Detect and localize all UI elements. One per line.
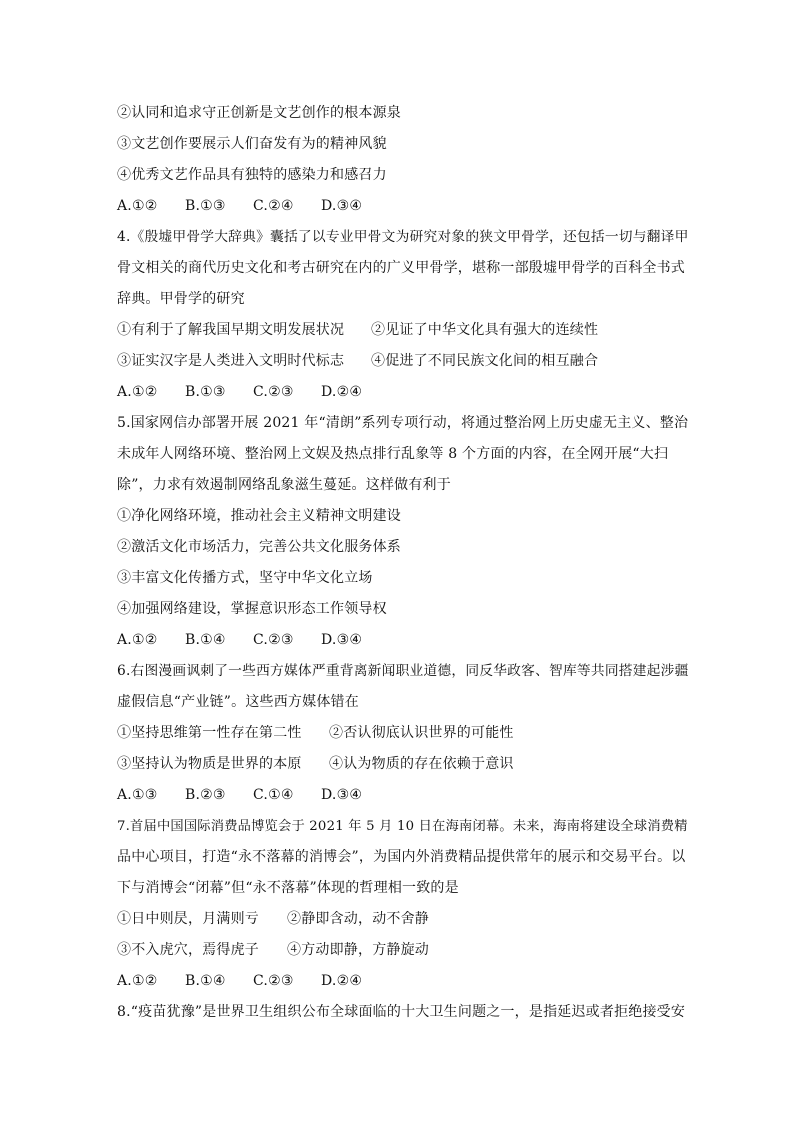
q3-item-3: ③文艺创作要展示人们奋发有为的精神风貌 bbox=[117, 136, 387, 152]
q6-item-4: ④认为物质的存在依赖于意识 bbox=[329, 756, 514, 772]
q5-stem-line-1: 5.国家网信办部署开展 2021 年“清朗”系列专项行动，将通过整治网上历史虚无主义、整治 bbox=[117, 415, 689, 431]
q8-stem-line-1: 8.“疫苗犹豫”是世界卫生组织公布全球面临的十大卫生问题之一，是指延迟或者拒绝接受安 bbox=[117, 1004, 686, 1020]
q6-item-2: ②否认彻底认识世界的可能性 bbox=[329, 725, 514, 741]
question-7 bbox=[117, 811, 689, 997]
q4-option-d: D.②④ bbox=[321, 384, 363, 400]
q6-item-3: ③坚持认为物质是世界的本原 bbox=[117, 756, 302, 772]
q4-option-a: A.①② bbox=[117, 384, 158, 400]
q3-option-c: C.②④ bbox=[253, 198, 294, 214]
q6-item-1: ①坚持思维第一性存在第二性 bbox=[117, 725, 302, 741]
q7-item-3: ③不入虎穴，焉得虎子 bbox=[117, 942, 259, 958]
q6-option-b: B.②③ bbox=[185, 787, 226, 803]
q3-option-a: A.①② bbox=[117, 198, 158, 214]
q6-stem-line-2: 虚假信息“产业链”。这些西方媒体错在 bbox=[117, 694, 359, 710]
q6-option-a: A.①③ bbox=[117, 787, 158, 803]
q6-stem-line-1: 6.右图漫画讽刺了一些西方媒体严重背离新闻职业道德，同反华政客、智库等共同搭建起涉疆 bbox=[117, 663, 689, 679]
q3-item-4: ④优秀文艺作品具有独特的感染力和感召力 bbox=[117, 167, 387, 183]
q7-item-1: ①日中则昃，月满则亏 bbox=[117, 911, 259, 927]
q7-items-row-1 bbox=[117, 904, 689, 935]
question-6 bbox=[117, 656, 689, 811]
q7-item-4: ④方动即静，方静旋动 bbox=[287, 942, 429, 958]
q7-option-b: B.①④ bbox=[185, 973, 226, 989]
question-5 bbox=[117, 408, 689, 656]
question-3 bbox=[117, 98, 689, 222]
q3-option-d: D.③④ bbox=[321, 198, 363, 214]
q5-option-c: C.②③ bbox=[253, 632, 294, 648]
q5-options bbox=[117, 625, 689, 656]
q7-option-a: A.①② bbox=[117, 973, 158, 989]
q4-stem-line-3: 辞典。甲骨学的研究 bbox=[117, 291, 245, 307]
q4-stem-line-2: 骨文相关的商代历史文化和考古研究在内的广义甲骨学，堪称一部殷墟甲骨学的百科全书式 bbox=[117, 260, 685, 276]
q5-item-4: ④加强网络建设，掌握意识形态工作领导权 bbox=[117, 601, 387, 617]
q3-item-2: ②认同和追求守正创新是文艺创作的根本源泉 bbox=[117, 105, 401, 121]
q3-option-b: B.①③ bbox=[185, 198, 226, 214]
q5-option-b: B.①④ bbox=[185, 632, 226, 648]
q6-options bbox=[117, 780, 689, 811]
q6-option-d: D.③④ bbox=[321, 787, 363, 803]
q4-items-row-2 bbox=[117, 346, 689, 377]
q5-item-2: ②激活文化市场活力，完善公共文化服务体系 bbox=[117, 539, 401, 555]
q4-item-4: ④促进了不同民族文化间的相互融合 bbox=[371, 353, 599, 369]
q5-stem-line-3: 除”，力求有效遏制网络乱象滋生蔓延。这样做有利于 bbox=[117, 477, 451, 493]
q6-items-row-1 bbox=[117, 718, 689, 749]
q7-option-d: D.②④ bbox=[321, 973, 363, 989]
q4-stem-line-1: 4.《殷墟甲骨学大辞典》囊括了以专业甲骨文为研究对象的狭文甲骨学，还包括一切与翻译甲 bbox=[117, 229, 689, 245]
question-4 bbox=[117, 222, 689, 408]
q5-item-3: ③丰富文化传播方式，坚守中华文化立场 bbox=[117, 570, 373, 586]
question-8 bbox=[117, 997, 689, 1028]
q7-options bbox=[117, 966, 689, 997]
q5-option-a: A.①② bbox=[117, 632, 158, 648]
q4-option-c: C.②③ bbox=[253, 384, 294, 400]
q5-item-1: ①净化网络环境，推动社会主义精神文明建设 bbox=[117, 508, 401, 524]
q5-option-d: D.③④ bbox=[321, 632, 363, 648]
q7-option-c: C.②③ bbox=[253, 973, 294, 989]
exam-page bbox=[117, 98, 689, 1028]
q5-stem-line-2: 未成年人网络环境、整治网上文娱及热点排行乱象等 8 个方面的内容，在全网开展“大扫 bbox=[117, 446, 669, 462]
q7-items-row-2 bbox=[117, 935, 689, 966]
q4-option-b: B.①③ bbox=[185, 384, 226, 400]
q6-option-c: C.①④ bbox=[253, 787, 294, 803]
q6-items-row-2 bbox=[117, 749, 689, 780]
q3-options bbox=[117, 191, 689, 222]
q4-options bbox=[117, 377, 689, 408]
q7-stem-line-1: 7.首届中国国际消费品博览会于 2021 年 5 月 10 日在海南闭幕。未来，海南将建设全球消费精 bbox=[117, 819, 688, 834]
q7-stem-line-3: 下与消博会“闭幕”但“永不落幕”体现的哲理相一致的是 bbox=[117, 880, 459, 896]
q4-items-row-1 bbox=[117, 315, 689, 346]
q4-item-1: ①有利于了解我国早期文明发展状况 bbox=[117, 322, 345, 338]
q4-item-3: ③证实汉字是人类进入文明时代标志 bbox=[117, 353, 345, 369]
q4-item-2: ②见证了中华文化具有强大的连续性 bbox=[371, 322, 599, 338]
q7-stem-line-2: 品中心项目，打造“永不落幕的消博会”，为国内外消费精品提供常年的展示和交易平台。以 bbox=[117, 849, 686, 865]
q7-item-2: ②静即含动，动不舍静 bbox=[287, 911, 429, 927]
